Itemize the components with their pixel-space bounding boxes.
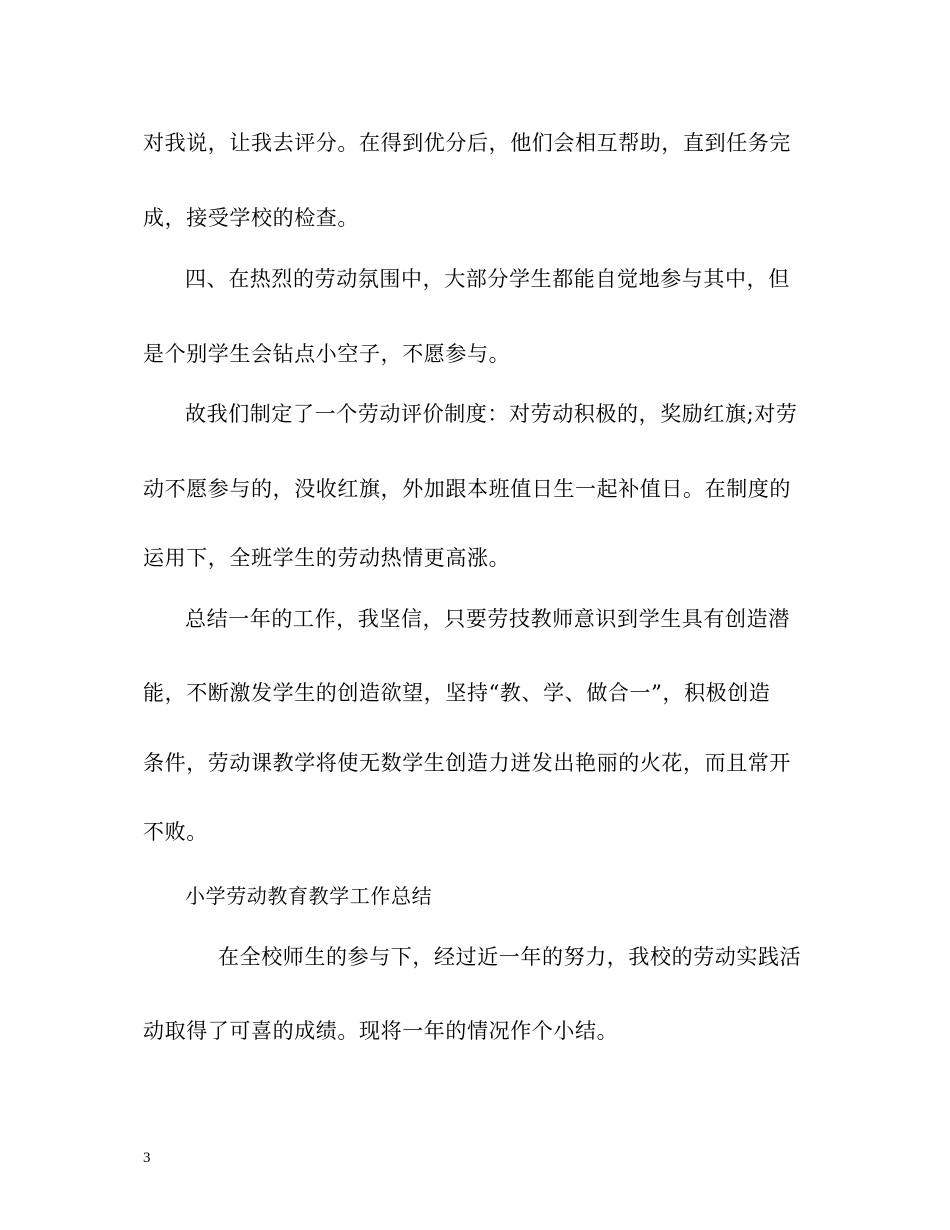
- paragraph-line: 四、在热烈的劳动氛围中，大部分学生都能自觉地参与其中，但: [185, 267, 790, 291]
- section-heading: 小学劳动教育教学工作总结: [185, 884, 433, 908]
- paragraph-line: 成，接受学校的检查。: [143, 206, 359, 230]
- paragraph-line: 对我说，让我去评分。在得到优分后，他们会相互帮助，直到任务完: [143, 131, 791, 155]
- paragraph-line: 不败。: [143, 820, 208, 844]
- page-number: 3: [143, 1150, 151, 1166]
- paragraph-line: 运用下，全班学生的劳动热情更高涨。: [143, 546, 511, 570]
- paragraph-line: 动不愿参与的，没收红旗，外加跟本班值日生一起补值日。在制度的: [143, 477, 791, 501]
- paragraph-line: 动取得了可喜的成绩。现将一年的情况作个小结。: [143, 1019, 619, 1043]
- paragraph-line: 在全校师生的参与下，经过近一年的努力，我校的劳动实践活: [218, 945, 802, 969]
- paragraph-line: 能，不断激发学生的创造欲望，坚持“教、学、做合一”，积极创造: [143, 681, 771, 705]
- paragraph-line: 条件，劳动课教学将使无数学生创造力迸发出艳丽的火花，而且常开: [143, 751, 791, 775]
- paragraph-line: 是个别学生会钻点小空子，不愿参与。: [143, 342, 511, 366]
- paragraph-line: 故我们制定了一个劳动评价制度：对劳动积极的，奖励红旗;对劳: [185, 402, 798, 426]
- paragraph-line: 总结一年的工作，我坚信，只要劳技教师意识到学生具有创造潜: [185, 607, 790, 631]
